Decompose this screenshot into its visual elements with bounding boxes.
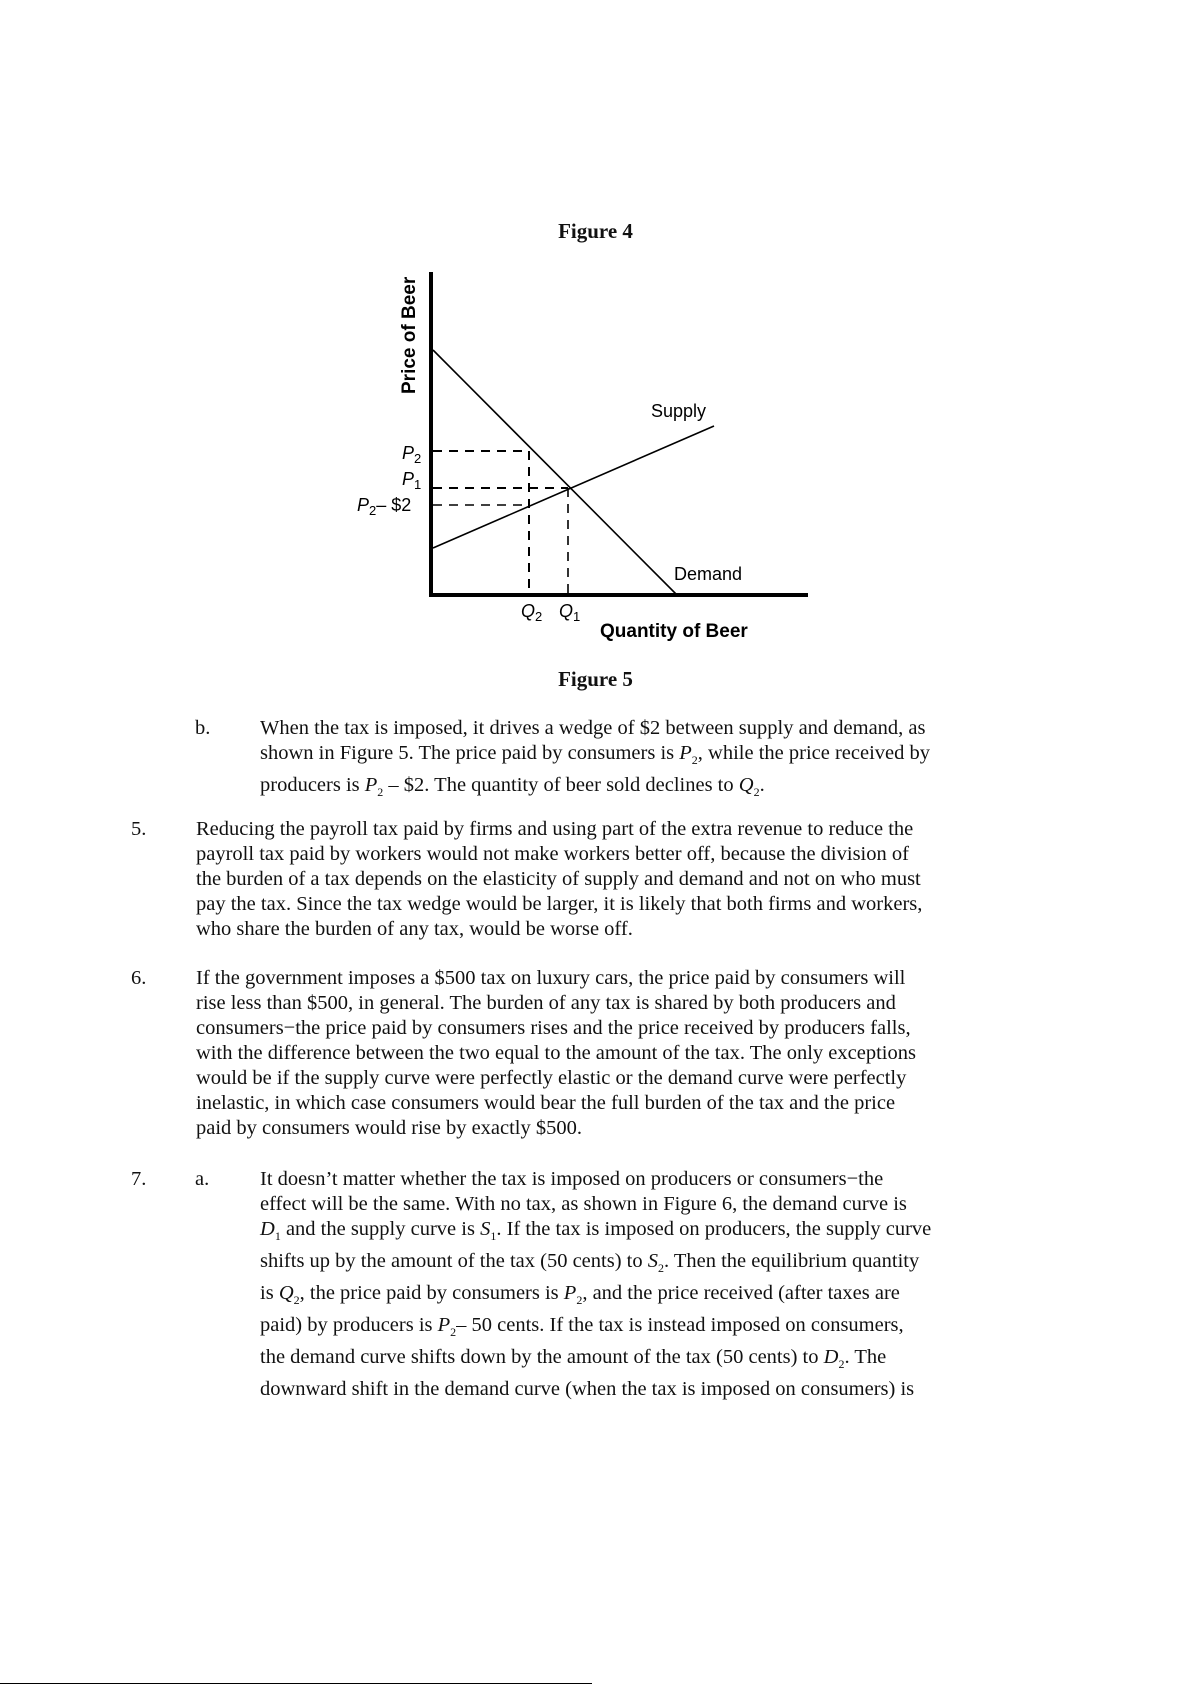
item-7a-text: It doesn’t matter whether the tax is imposed on producers or consumers−the effect will be the same. With no tax, as shown in Figure 6, the demand curve is $D_1$ and the supply curve is $S_1$. If the tax is imposed on producers, the supply curve shifts up by the amount of the tax (50 cents) to $S_2$. Then the equilibrium quantity is $Q_2$, the price paid by consumers is $P_2$, and the price received (after taxes are paid) by producers is $P_2-$ 50 cents. If the tax is instead imposed on consumers, the demand curve shifts down by the amount of the tax (50 cents) to $D_2$. The downward shift in the demand curve (when the tax is imposed on consumers) is [260, 1168, 932, 1401]
figure-5-caption: Figure 5 [558, 667, 633, 691]
p2-tick-label: $P_2$ [402, 443, 422, 466]
question-6-number: 6. [131, 967, 147, 989]
supply-demand-chart [0, 0, 1191, 700]
q1-tick-label: $Q_1$ [559, 601, 581, 624]
page-bottom-rule [0, 1683, 592, 1684]
figure-4-caption: Figure 4 [558, 219, 633, 243]
question-6-text: If the government imposes a $500 tax on luxury cars, the price paid by consumers will rise less than $500, in general. The burden of any tax is shared by both producers and consumers−the price paid by consumers rises and the price received by producers falls, with the difference between the two equal to the amount of the tax. The only exceptions would be if the supply curve were perfectly elastic or the demand curve were perfectly inelastic, in which case consumers would bear the full burden of the tax and the price paid by consumers would rise by exactly $500. [196, 967, 916, 1139]
demand-curve [433, 350, 677, 595]
x-axis-title: Quantity of Beer [600, 621, 748, 642]
question-7-number: 7. [131, 1168, 147, 1190]
demand-label: Demand [674, 564, 743, 584]
q2-tick-label: $Q_2$ [521, 601, 543, 624]
item-7a-marker: a. [195, 1168, 210, 1190]
supply-curve [433, 426, 714, 548]
y-axis-title: Price of Beer [399, 276, 420, 394]
item-b-marker: b. [195, 717, 211, 739]
p1-tick-label: $P_1$ [402, 469, 422, 492]
question-5-text: Reducing the payroll tax paid by firms and using part of the extra revenue to reduce the payroll tax paid by workers would not make workers better off, because the division of the burden of a tax depends on the elasticity of supply and demand and not on who must pay the tax. Since the tax wedge would be larger, it is likely that both firms and workers, who share the burden of any tax, would be worse off. [196, 818, 923, 940]
item-b-text: When the tax is imposed, it drives a wedge of $2 between supply and demand, as shown in Figure 5. The price paid by consumers is $P_2$, while the price received by producers is $P_2$ – $2. The quantity of beer sold declines to $Q_2$. [260, 717, 931, 800]
question-5-number: 5. [131, 818, 147, 840]
supply-label: Supply [651, 401, 707, 421]
p2-minus-tax-tick-label: $P_2-$ $2 [357, 495, 412, 518]
